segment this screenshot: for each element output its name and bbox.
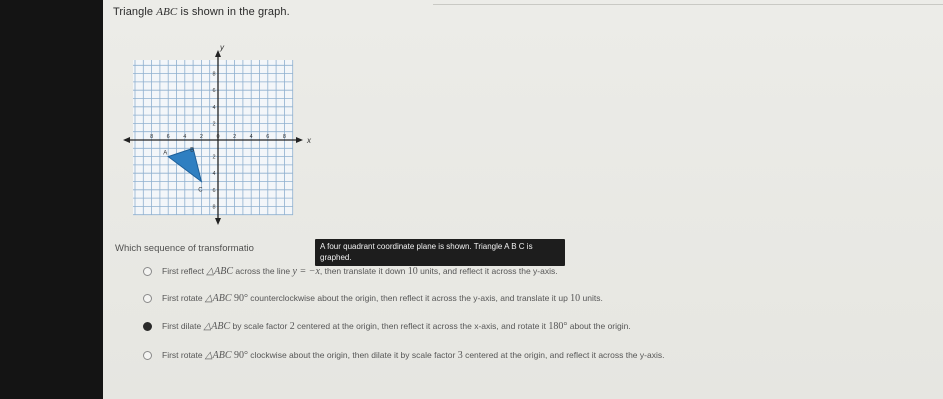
y-tick-label: 6	[212, 88, 216, 95]
radio-button[interactable]	[143, 267, 152, 276]
x-tick-label: 4	[249, 134, 253, 140]
triangle-name: ABC	[156, 6, 178, 18]
y-tick-label: 2	[212, 154, 216, 161]
y-axis-arrow-down	[215, 218, 221, 225]
answer-option-2[interactable]: First rotate △ABC 90° counterclockwise about the origin, then reflect it across the y-axis, and translate it up 10 units.	[143, 293, 603, 304]
x-tick-label: 0	[216, 134, 220, 140]
vertex-label-b: B	[190, 147, 195, 154]
y-tick-label: 8	[212, 204, 216, 211]
vertex-label-c: C	[198, 187, 203, 194]
divider	[433, 4, 943, 5]
y-tick-label: 4	[212, 171, 216, 178]
y-tick-label: 6	[212, 187, 216, 194]
x-tick-label: 4	[183, 134, 187, 140]
x-tick-label: 2	[233, 134, 237, 140]
x-axis-arrow-left	[123, 137, 130, 143]
x-axis-arrow-right	[296, 137, 303, 143]
graph-alt-text-tooltip: A four quadrant coordinate plane is shown. Triangle A B C is graphed.	[315, 239, 565, 266]
coordinate-plane	[113, 28, 318, 238]
question-prompt	[113, 6, 290, 18]
x-tick-label: 2	[199, 134, 203, 140]
x-tick-label: 6	[266, 134, 270, 140]
prompt-prefix: Triangle	[113, 6, 157, 18]
y-axis-label: y	[220, 43, 224, 52]
x-tick-label: 8	[150, 134, 154, 140]
vertex-label-a: A	[163, 150, 168, 157]
y-tick-label: 2	[212, 121, 216, 128]
radio-button[interactable]	[143, 351, 152, 360]
question-text: Which sequence of transformatio	[115, 243, 254, 254]
x-tick-label: 8	[282, 134, 286, 140]
radio-button-selected[interactable]	[143, 322, 152, 331]
answer-option-1[interactable]: First reflect △ABC across the line y = −x, then translate it down 10 units, and reflect it across the y-axis.	[143, 266, 558, 277]
x-axis-label: x	[307, 136, 311, 145]
y-tick-label: 4	[212, 104, 216, 111]
x-tick-label: 6	[166, 134, 170, 140]
y-tick-label: 8	[212, 71, 216, 78]
radio-button[interactable]	[143, 294, 152, 303]
screen-bezel	[0, 0, 103, 399]
answer-option-3[interactable]: First dilate △ABC by scale factor 2 centered at the origin, then reflect it across the x-axis, and rotate it 180° about the origin.	[143, 321, 631, 332]
answer-option-4[interactable]: First rotate △ABC 90° clockwise about the origin, then dilate it by scale factor 3 centered at the origin, and reflect it across the y-axis.	[143, 350, 664, 361]
question-page	[103, 0, 943, 399]
prompt-suffix: is shown in the graph.	[177, 6, 290, 18]
